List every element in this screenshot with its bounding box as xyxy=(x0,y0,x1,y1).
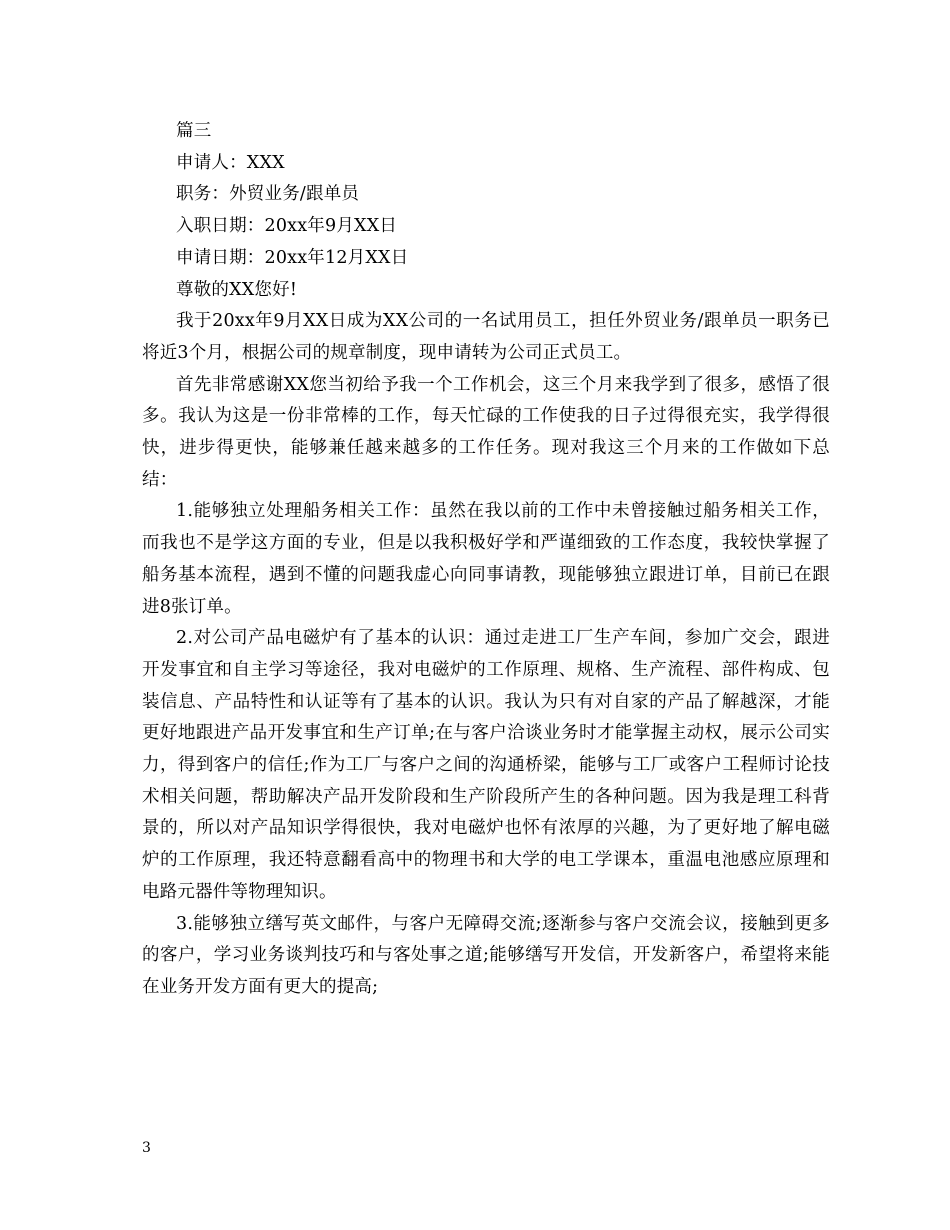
page-number: 3 xyxy=(142,1140,151,1156)
section-heading: 篇三 xyxy=(176,121,212,141)
applicant-line: 申请人：XXX xyxy=(176,152,285,173)
application-date-line: 申请日期：20xx年12月XX日 xyxy=(176,247,409,268)
paragraph-item-1: 1.能够独立处理船务相关工作：虽然在我以前的工作中未曾接触过船务相关工作，而我也不是学这方面的专业，但是以我积极好学和严谨细致的工作态度，我较快掌握了船务基本流程，遇到不懂的问题我虚心向同事请教，现能够独立跟进订单，目前已在跟进8张订单。 xyxy=(142,501,830,617)
salutation-line: 尊敬的XX您好! xyxy=(176,279,298,300)
paragraph-item-2: 2.对公司产品电磁炉有了基本的认识：通过走进工厂生产车间，参加广交会，跟进开发事宜和自主学习等途径，我对电磁炉的工作原理、规格、生产流程、部件构成、包装信息、产品特性和认证等有了基本的认识。我认为只有对自家的产品了解越深，才能更好地跟进产品开发事宜和生产订单;在与客户洽谈业务时才能掌握主动权，展示公司实力，得到客户的信任;作为工厂与客户之间的沟通桥梁，能够与工厂或客户工程师讨论技术相关问题，帮助解决产品开发阶段和生产阶段所产生的各种问题。因为我是理工科背景的，所以对产品知识学得很快，我对电磁炉也怀有浓厚的兴趣，为了更好地了解电磁炉的工作原理，我还特意翻看高中的物理书和大学的电工学课本，重温电池感应原理和电路元器件等物理知识。 xyxy=(142,628,830,902)
document-body xyxy=(142,116,830,1004)
position-line: 职务：外贸业务/跟单员 xyxy=(176,184,360,205)
paragraph-intro: 我于20xx年9月XX日成为XX公司的一名试用员工，担任外贸业务/跟单员一职务已将近3个月，根据公司的规章制度，现申请转为公司正式员工。 xyxy=(142,311,830,363)
start-date-line: 入职日期：20xx年9月XX日 xyxy=(176,216,398,237)
paragraph-thanks: 首先非常感谢XX您当初给予我一个工作机会，这三个月来我学到了很多，感悟了很多。我认为这是一份非常棒的工作，每天忙碌的工作使我的日子过得很充实，我学得很快，进步得更快，能够兼任越来越多的工作任务。现对我这三个月来的工作做如下总结： xyxy=(142,374,830,490)
paragraph-item-3: 3.能够独立缮写英文邮件，与客户无障碍交流;逐渐参与客户交流会议，接触到更多的客户，学习业务谈判技巧和与客处事之道;能够缮写开发信，开发新客户，希望将来能在业务开发方面有更大的提高; xyxy=(142,913,830,997)
